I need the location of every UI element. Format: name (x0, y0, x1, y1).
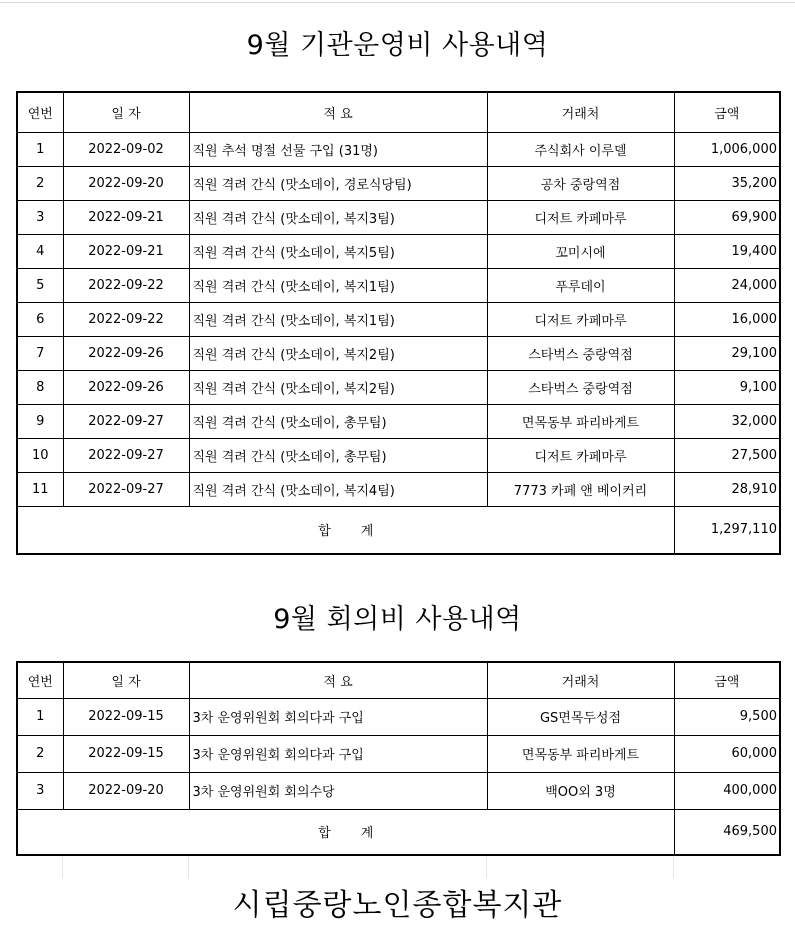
row-amount: 19,400 (674, 234, 780, 268)
row-vendor: 백OO외 3명 (487, 772, 674, 809)
row-amount: 29,100 (674, 336, 780, 370)
row-amount: 35,200 (674, 166, 780, 200)
table-row (17, 438, 780, 472)
table-row (17, 698, 780, 735)
header-vendor: 거래처 (487, 92, 674, 132)
row-description: 직원 격려 간식 (맛소데이, 복지1팀) (189, 302, 487, 336)
row-date: 2022-09-27 (63, 404, 189, 438)
row-vendor: 푸루데이 (487, 268, 674, 302)
row-no: 1 (17, 698, 63, 735)
row-description: 직원 격려 간식 (맛소데이, 복지2팀) (189, 370, 487, 404)
table-row (17, 772, 780, 809)
total-amount: 469,500 (674, 809, 780, 855)
row-vendor: 주식회사 이루델 (487, 132, 674, 166)
total-label-char-1: 합 (318, 826, 331, 842)
header-amount: 금액 (674, 92, 780, 132)
row-vendor: 디저트 카페마루 (487, 438, 674, 472)
row-vendor: 디저트 카페마루 (487, 302, 674, 336)
row-vendor: 7773 카페 앤 베이커리 (487, 472, 674, 506)
row-amount: 28,910 (674, 472, 780, 506)
row-vendor: 디저트 카페마루 (487, 200, 674, 234)
table-row (17, 132, 780, 166)
header-date: 일 자 (63, 92, 189, 132)
row-no: 8 (17, 370, 63, 404)
row-date: 2022-09-26 (63, 336, 189, 370)
row-no: 7 (17, 336, 63, 370)
row-date: 2022-09-27 (63, 472, 189, 506)
meeting-expense-table (16, 661, 781, 856)
row-date: 2022-09-22 (63, 302, 189, 336)
row-date: 2022-09-27 (63, 438, 189, 472)
table-row (17, 302, 780, 336)
table-header-row (17, 92, 780, 132)
row-vendor: 면목동부 파리바게트 (487, 735, 674, 772)
row-description: 3차 운영위원회 회의다과 구입 (189, 735, 487, 772)
row-no: 5 (17, 268, 63, 302)
table-row (17, 404, 780, 438)
total-label-char-2: 계 (360, 524, 374, 540)
row-no: 2 (17, 735, 63, 772)
row-description: 직원 격려 간식 (맛소데이, 총무팀) (189, 438, 487, 472)
table-row (17, 735, 780, 772)
header-description: 적 요 (189, 92, 487, 132)
row-vendor: 스타벅스 중랑역점 (487, 336, 674, 370)
row-description: 직원 격려 간식 (맛소데이, 복지4팀) (189, 472, 487, 506)
total-row (17, 809, 780, 855)
row-no: 6 (17, 302, 63, 336)
row-no: 4 (17, 234, 63, 268)
row-description: 3차 운영위원회 회의수당 (189, 772, 487, 809)
row-vendor: 공차 중랑역점 (487, 166, 674, 200)
header-amount: 금액 (674, 662, 780, 698)
row-amount: 16,000 (674, 302, 780, 336)
row-date: 2022-09-15 (63, 735, 189, 772)
top-divider (0, 2, 795, 3)
row-description: 직원 격려 간식 (맛소데이, 복지1팀) (189, 268, 487, 302)
row-description: 직원 격려 간식 (맛소데이, 복지3팀) (189, 200, 487, 234)
table-row (17, 472, 780, 506)
row-date: 2022-09-26 (63, 370, 189, 404)
row-vendor: GS면목두성점 (487, 698, 674, 735)
row-amount: 9,100 (674, 370, 780, 404)
total-label-char-1: 합 (318, 524, 331, 540)
row-date: 2022-09-20 (63, 772, 189, 809)
row-description: 직원 격려 간식 (맛소데이, 복지2팀) (189, 336, 487, 370)
row-amount: 32,000 (674, 404, 780, 438)
row-vendor: 스타벅스 중랑역점 (487, 370, 674, 404)
table-row (17, 268, 780, 302)
faint-grid-lines (0, 856, 795, 878)
row-no: 3 (17, 200, 63, 234)
header-date: 일 자 (63, 662, 189, 698)
table-row (17, 336, 780, 370)
header-no: 연번 (17, 92, 63, 132)
row-description: 직원 격려 간식 (맛소데이, 경로식당팀) (189, 166, 487, 200)
row-date: 2022-09-15 (63, 698, 189, 735)
row-no: 9 (17, 404, 63, 438)
row-description: 3차 운영위원회 회의다과 구입 (189, 698, 487, 735)
operating-expense-title: 9월 기관운영비 사용내역 (246, 30, 549, 61)
row-description: 직원 격려 간식 (맛소데이, 복지5팀) (189, 234, 487, 268)
row-amount: 27,500 (674, 438, 780, 472)
meeting-expense-title: 9월 회의비 사용내역 (273, 604, 522, 635)
row-date: 2022-09-21 (63, 234, 189, 268)
table-row (17, 370, 780, 404)
row-no: 10 (17, 438, 63, 472)
header-no: 연번 (17, 662, 63, 698)
row-amount: 24,000 (674, 268, 780, 302)
total-row (17, 506, 780, 554)
table-row (17, 166, 780, 200)
total-amount: 1,297,110 (674, 506, 780, 554)
row-amount: 9,500 (674, 698, 780, 735)
row-no: 2 (17, 166, 63, 200)
table-row (17, 200, 780, 234)
operating-expense-table (16, 91, 781, 555)
total-label (17, 506, 674, 554)
row-date: 2022-09-21 (63, 200, 189, 234)
row-description: 직원 격려 간식 (맛소데이, 총무팀) (189, 404, 487, 438)
total-label (17, 809, 674, 855)
row-date: 2022-09-22 (63, 268, 189, 302)
table-row (17, 234, 780, 268)
organization-name: 시립중랑노인종합복지관 (232, 888, 563, 923)
header-vendor: 거래처 (487, 662, 674, 698)
row-no: 3 (17, 772, 63, 809)
row-vendor: 꼬미시에 (487, 234, 674, 268)
row-date: 2022-09-20 (63, 166, 189, 200)
row-amount: 60,000 (674, 735, 780, 772)
table-header-row (17, 662, 780, 698)
row-vendor: 면목동부 파리바게트 (487, 404, 674, 438)
row-description: 직원 추석 명절 선물 구입 (31명) (189, 132, 487, 166)
row-no: 11 (17, 472, 63, 506)
row-amount: 400,000 (674, 772, 780, 809)
row-date: 2022-09-02 (63, 132, 189, 166)
total-label-char-2: 계 (360, 826, 374, 842)
row-amount: 69,900 (674, 200, 780, 234)
row-no: 1 (17, 132, 63, 166)
row-amount: 1,006,000 (674, 132, 780, 166)
header-description: 적 요 (189, 662, 487, 698)
